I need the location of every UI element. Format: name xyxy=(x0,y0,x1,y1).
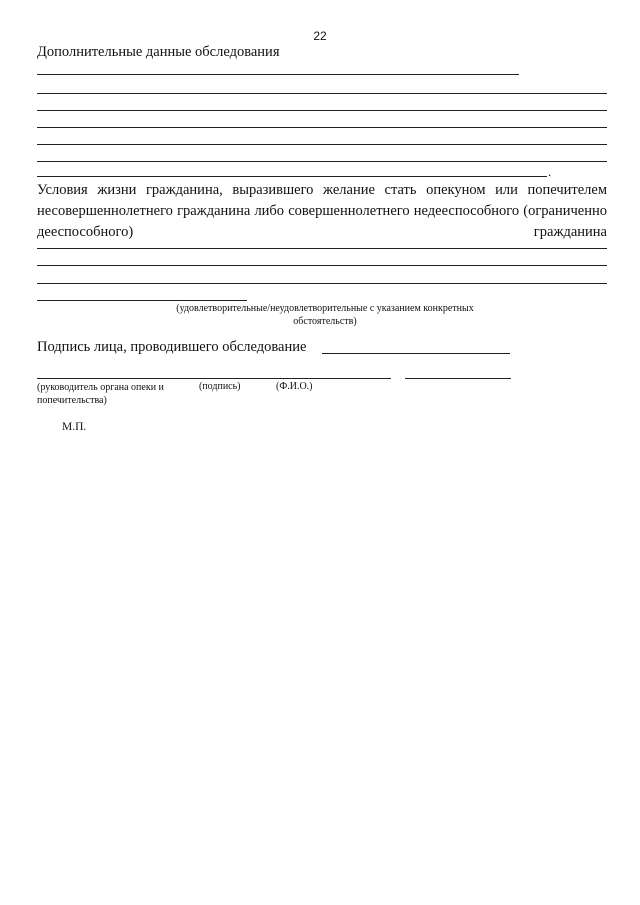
conditions-note: (удовлетворительные/неудовлетворительные с указанием конкретных обстоятельств) xyxy=(176,303,474,327)
fill-line xyxy=(37,110,607,111)
fill-line xyxy=(37,127,607,128)
fill-line xyxy=(37,144,607,145)
period-mark: . xyxy=(548,164,552,179)
sign-label: (подпись) xyxy=(199,381,241,392)
section-title-additional-data: Дополнительные данные обследования xyxy=(37,44,280,60)
fill-line xyxy=(37,176,547,177)
page-number: 22 xyxy=(313,29,327,43)
fill-line xyxy=(37,283,607,284)
head-label: (руководитель органа опеки и попечительства) xyxy=(37,382,164,406)
fill-line xyxy=(37,248,607,249)
fill-line xyxy=(37,300,247,301)
inspector-signature-line[interactable] xyxy=(322,353,510,354)
fill-line xyxy=(37,93,607,94)
fill-line xyxy=(37,74,519,75)
fill-line xyxy=(37,265,607,266)
head-signature-line[interactable] xyxy=(37,378,391,379)
inspector-signature-label: Подпись лица, проводившего обследование xyxy=(37,339,307,355)
fio-label: (Ф.И.О.) xyxy=(276,381,313,392)
fio-line[interactable] xyxy=(405,378,511,379)
seal-mark: М.П. xyxy=(62,421,87,433)
living-conditions-text: Условия жизни гражданина, выразившего желание стать опекуном или попечителем несовершеннолетнего гражданина либо совершеннолетнего недееспособного (ограниченно дееспособного) гражданина xyxy=(37,182,607,240)
fill-line xyxy=(37,161,607,162)
